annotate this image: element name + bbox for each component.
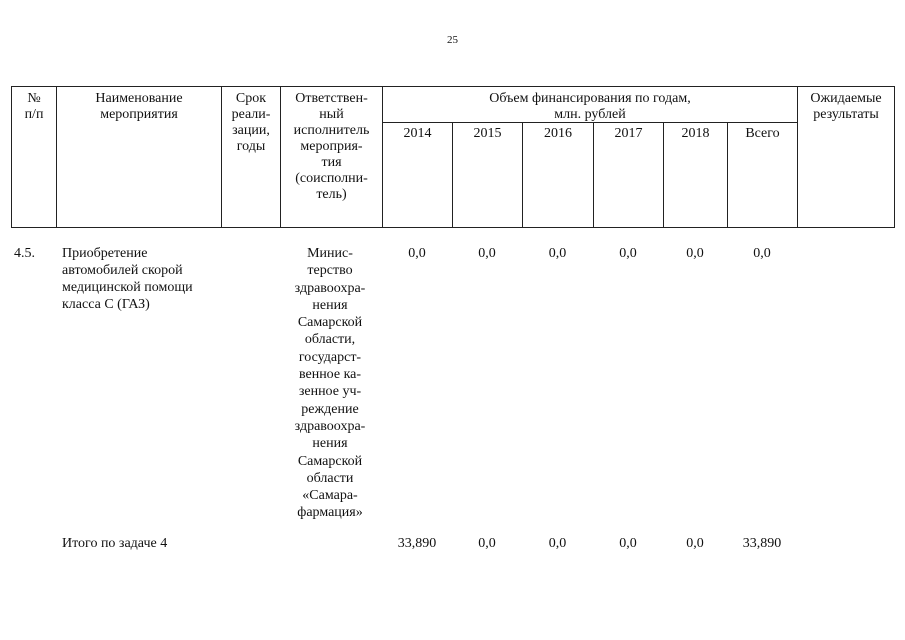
header-term: Срок реали- зации, годы: [222, 87, 281, 227]
header-results: Ожидаемые результаты: [798, 87, 895, 227]
row-name: Приобретение автомобилей скорой медицинской помощи класса С (ГАЗ): [62, 246, 193, 312]
row-value-2014: 0,0: [408, 246, 426, 261]
total-value-2018: 0,0: [686, 536, 704, 551]
page-number: 25: [447, 34, 458, 46]
header-total: Всего: [728, 122, 798, 227]
row-executor: Минис- терство здравоохра- нения Самарской области, государст- венное ка- зенное уч- реждение здравоохра- нения Самарской области «Самара- фармация»: [294, 246, 366, 521]
header-year-2015: 2015: [453, 122, 523, 227]
header-year-2016: 2016: [523, 122, 594, 227]
header-executor: Ответствен- ный исполнитель мероприя- тия (соисполни- тель): [281, 87, 383, 227]
total-value-2016: 0,0: [548, 536, 567, 551]
header-name: Наименование мероприятия: [57, 87, 222, 227]
row-value-total: 0,0: [753, 246, 771, 261]
row-value-2015: 0,0: [478, 246, 496, 261]
total-label: Итого по задаче 4: [62, 536, 168, 551]
header-funding: Объем финансирования по годам, млн. рублей: [383, 87, 798, 122]
row-value-2017: 0,0: [619, 246, 637, 261]
total-value-2015: 0,0: [478, 536, 496, 551]
row-value-2016: 0,0: [548, 246, 567, 261]
row-number: 4.5.: [14, 246, 35, 261]
total-value-2014: 33,890: [397, 536, 437, 551]
header-number: № п/п: [12, 87, 57, 227]
total-value-total: 33,890: [742, 536, 782, 551]
row-value-2018: 0,0: [686, 246, 704, 261]
header-year-2018: 2018: [664, 122, 728, 227]
header-year-2014: 2014: [383, 122, 453, 227]
table-header: [11, 86, 895, 228]
header-year-2017: 2017: [594, 122, 664, 227]
total-value-2017: 0,0: [619, 536, 637, 551]
